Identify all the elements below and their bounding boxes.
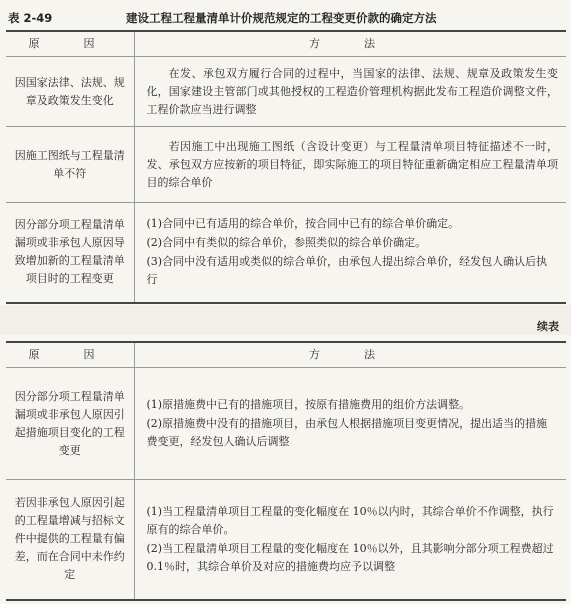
page-gap [0,305,571,335]
table-part-2 [6,341,566,601]
table-row [6,480,566,600]
table-row [6,57,566,127]
header-method: 方 法 [134,31,566,57]
table-header-row [6,31,566,57]
method-text: 在发、承包双方履行合同的过程中，当国家的法律、法规、规章及政策发生变化，国家建设主管部门或其他授权的工程造价管理机构据此发布工程造价调整文件，工程价款应当进行调整 [146,66,558,116]
header-reason: 原 因 [6,31,134,57]
method-item: (1)原措施费中已有的措施项目，按原有措施费用的组价方法调整。 [146,398,471,411]
table-row [6,203,566,303]
table-number: 表 2-49 [8,11,53,25]
method-item: (1)合同中已有适用的综合单价，按合同中已有的综合单价确定。 [146,217,460,231]
reason-cell: 因国家法律、法规、规章及政策发生变化 [6,57,134,127]
reason-cell: 若因非承包人原因引起的工程量增减与招标文件中提供的工程量有偏差，而在合同中未作约定 [6,480,134,600]
method-item: (1)当工程量清单项目工程量的变化幅度在 10％以内时，其综合单价不作调整，执行原有的综合单价。 [146,504,554,536]
table-header-row [6,342,566,368]
method-item: (2)合同中有类似的综合单价，参照类似的综合单价确定。 [146,236,427,250]
continued-label: 续表 [537,320,559,333]
header-method: 方 法 [134,342,566,368]
header-reason: 原 因 [6,342,134,368]
reason-cell: 因分部分项工程量清单漏项或非承包人原因导致增加新的工程量清单项目时的工程变更 [6,203,134,303]
method-item: (3)合同中没有适用或类似的综合单价，由承包人提出综合单价，经发包人确认后执行 [146,255,548,287]
method-text: 若因施工中出现施工图纸（含设计变更）与工程量清单项目特征描述不一时，发、承包双方应按新的项目特征，即实际施工的项目特征重新确定相应工程量清单项目的综合单价 [146,139,558,189]
table-row [6,127,566,203]
method-item: (2)原措施费中没有的措施项目，由承包人根据措施项目变更情况，提出适当的措施费变更，经发包人确认后调整 [146,417,548,448]
reason-cell: 因分部分项工程量清单漏项或非承包人原因引起措施项目变化的工程变更 [6,368,134,480]
table-title: 建设工程工程量清单计价规范规定的工程变更价款的确定方法 [126,11,437,25]
table-row [6,368,566,480]
table-part-1 [6,30,566,304]
method-item: (2)当工程量清单项目工程量的变化幅度在 10％以外，且其影响分部分项工程费超过 0.1％时，其综合单价及对应的措施费均应予以调整 [146,541,554,573]
table-caption [6,6,566,28]
reason-cell: 因施工图纸与工程量清单不符 [6,127,134,203]
